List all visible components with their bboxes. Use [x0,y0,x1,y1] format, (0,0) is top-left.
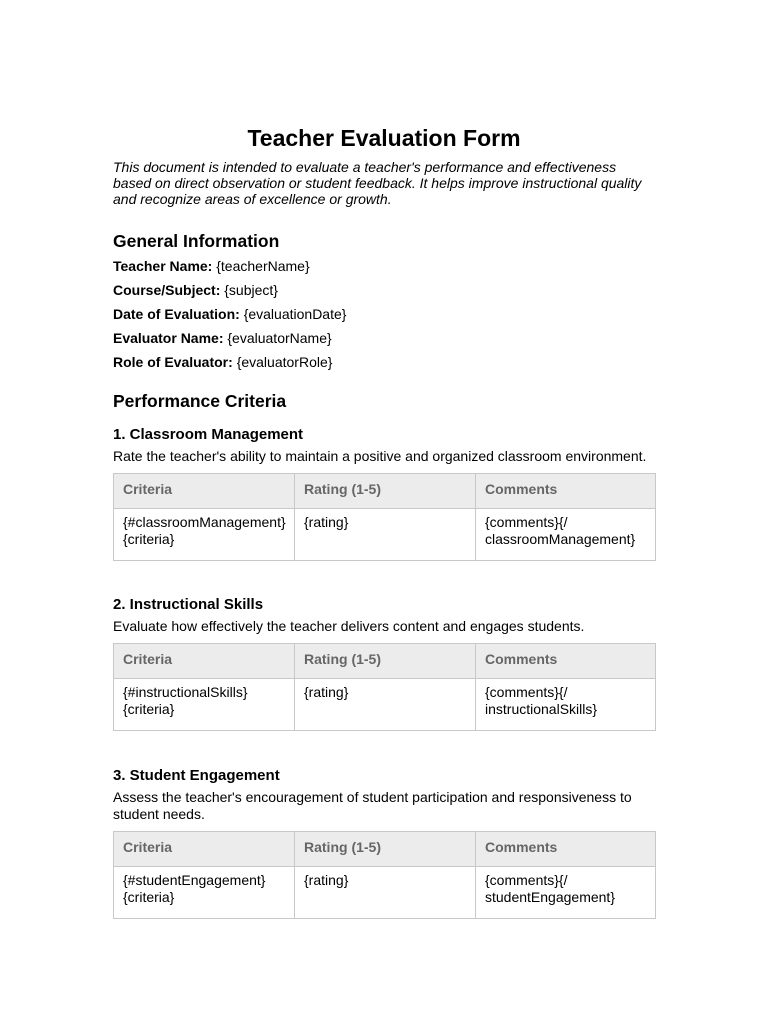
cell-rating: {rating} [295,679,476,731]
field-value: {subject} [224,282,278,298]
column-header-comments: Comments [476,832,656,867]
cell-comments [476,679,656,731]
criteria-table [113,473,656,561]
cell-criteria [114,509,295,561]
field-value: {evaluatorName} [227,330,332,346]
cell-line: {#studentEngagement} [123,872,266,888]
section-classroom-management [113,426,655,561]
column-header-rating: Rating (1-5) [295,474,476,509]
cell-comments [476,867,656,919]
section-title: 1. Classroom Management [113,426,304,443]
table-header-row [114,474,656,509]
field-label: Evaluator Name: [113,330,224,346]
table-row [114,509,656,561]
cell-line: {#instructionalSkills} [123,684,248,700]
section-description: Rate the teacher's ability to maintain a positive and organized classroom environment. [113,448,647,464]
cell-criteria [114,867,295,919]
column-header-criteria: Criteria [114,832,295,867]
cell-line: studentEngagement} [485,889,615,905]
page-title: Teacher Evaluation Form [247,125,521,151]
column-header-comments: Comments [476,474,656,509]
field-value: {evaluatorRole} [236,354,333,370]
section-description: Evaluate how effectively the teacher delivers content and engages students. [113,618,585,634]
cell-line: {criteria} [123,531,175,547]
cell-line: {criteria} [123,889,175,905]
field-label: Course/Subject: [113,282,221,298]
field-value: {teacherName} [216,258,310,274]
field-label: Teacher Name: [113,258,213,274]
cell-rating: {rating} [295,867,476,919]
cell-rating: {rating} [295,509,476,561]
intro-text: This document is intended to evaluate a teacher's performance and effectiveness based on direct observation or student feedback. It helps improve instructional quality and recognize areas of excellence or growth. [113,159,642,207]
general-info-heading: General Information [113,231,280,251]
column-header-criteria: Criteria [114,474,295,509]
cell-line: instructionalSkills} [485,701,598,717]
criteria-table [113,831,656,919]
cell-line: {comments}{/ [485,684,568,700]
column-header-rating: Rating (1-5) [295,832,476,867]
cell-line: {comments}{/ [485,872,568,888]
section-instructional-skills [113,596,655,731]
section-description: Assess the teacher's encouragement of student participation and responsiveness to student needs. [113,789,632,822]
field-label: Date of Evaluation: [113,306,240,322]
section-title: 3. Student Engagement [113,767,280,784]
table-header-row [114,644,656,679]
column-header-criteria: Criteria [114,644,295,679]
table-header-row [114,832,656,867]
cell-line: classroomManagement} [485,531,636,547]
field-value: {evaluationDate} [243,306,347,322]
field-evaluation-date [113,306,655,322]
column-header-comments: Comments [476,644,656,679]
general-info-fields [113,258,655,370]
field-evaluator-role [113,354,655,370]
field-evaluator-name [113,330,655,346]
field-teacher-name [113,258,655,274]
section-student-engagement [113,767,655,919]
table-row [114,867,656,919]
field-course-subject [113,282,655,298]
performance-criteria-heading: Performance Criteria [113,391,287,411]
cell-comments [476,509,656,561]
document-content [113,124,655,919]
criteria-table [113,643,656,731]
section-title: 2. Instructional Skills [113,596,264,613]
table-row [114,679,656,731]
column-header-rating: Rating (1-5) [295,644,476,679]
cell-line: {#classroomManagement} [123,514,286,530]
cell-criteria [114,679,295,731]
cell-line: {criteria} [123,701,175,717]
cell-line: {comments}{/ [485,514,568,530]
field-label: Role of Evaluator: [113,354,233,370]
